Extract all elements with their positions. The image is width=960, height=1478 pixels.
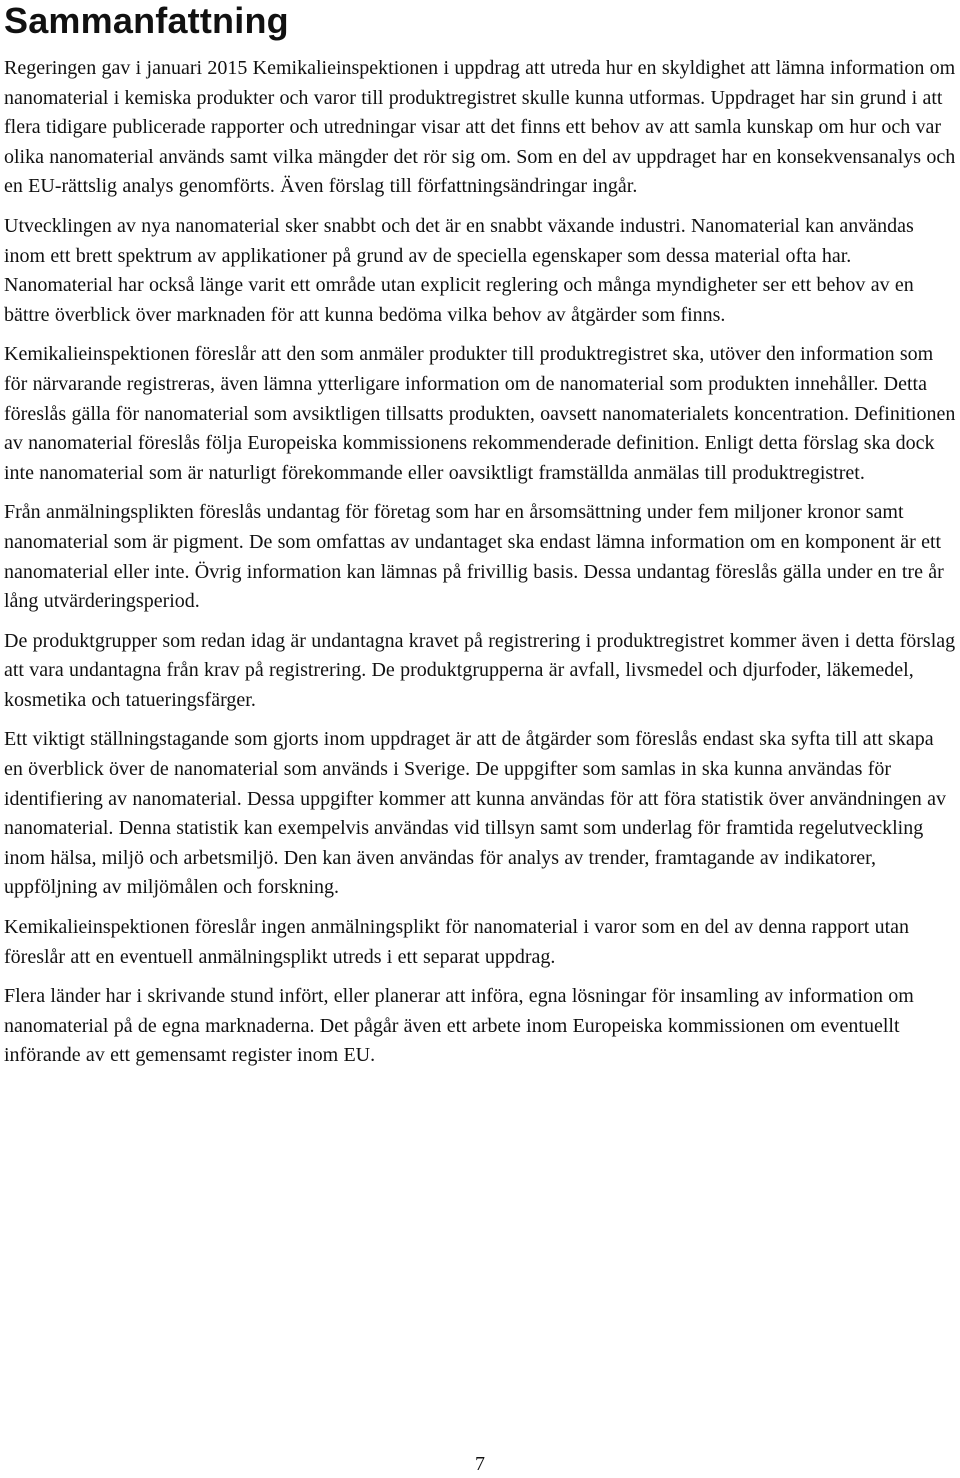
- paragraph-5: De produktgrupper som redan idag är undantagna kravet på registrering i produktregistret kommer även i detta förslag att vara undantagna från krav på registrering. De produktgrupperna är avfall, livsmedel och djurfoder, läkemedel, kosmetika och tatueringsfärger.: [4, 629, 956, 711]
- page-title: Sammanfattning: [4, 0, 289, 41]
- page-number: 7: [475, 1453, 485, 1475]
- body-text: [4, 54, 956, 1081]
- paragraph-2: Utvecklingen av nya nanomaterial sker snabbt och det är en snabbt växande industri. Nanomaterial kan användas inom ett brett spektrum av applikationer på grund av de speciella egenskaper som dessa material ofta har. Nanomaterial har också länge varit ett område utan explicit reglering och många myndigheter ser ett behov av en bättre överblick över marknaden för att kunna bedöma vilka behov av åtgärder som finns.: [4, 214, 914, 326]
- paragraph-8: Flera länder har i skrivande stund infört, eller planerar att införa, egna lösningar för insamling av information om nanomaterial på de egna marknaderna. Det pågår även ett arbete inom Europeiska kommissionen om eventuellt införande av ett gemensamt register inom EU.: [4, 985, 914, 1067]
- paragraph-6: Ett viktigt ställningstagande som gjorts inom uppdraget är att de åtgärder som föreslås endast ska syfta till att skapa en överblick över de nanomaterial som används i Sverige. De uppgifter som samlas in ska kunna användas för identifiering av nanomaterial. Dessa uppgifter kommer att kunna användas för att föra statistik över användningen av nanomaterial. Denna statistik kan exempelvis användas vid tillsyn samt som underlag för framtida regelutveckling inom hälsa, miljö och arbetsmiljö. Den kan även användas för analys av trender, framtagande av indikatorer, uppföljning av miljömålen och forskning.: [4, 728, 946, 899]
- paragraph-1: Regeringen gav i januari 2015 Kemikalieinspektionen i uppdrag att utreda hur en skyldighet att lämna information om nanomaterial i kemiska produkter och varor till produktregistret skulle kunna utformas. Uppdraget har sin grund i att flera tidigare publicerade rapporter och utredningar visar att det finns ett behov av att samla kunskap om hur och var olika nanomaterial används samt vilka mängder det rör sig om. Som en del av uppdraget har en konsekvensanalys och en EU-rättslig analys genomförts. Även förslag till författningsändringar ingår.: [4, 57, 956, 198]
- paragraph-4: Från anmälningsplikten föreslås undantag för företag som har en årsomsättning under fem miljoner kronor samt nanomaterial som är pigment. De som omfattas av undantaget ska endast lämna information om en komponent är ett nanomaterial eller inte. Övrig information kan lämnas på frivillig basis. Dessa undantag föreslås gälla under en tre år lång utvärderingsperiod.: [4, 501, 944, 613]
- paragraph-3: Kemikalieinspektionen föreslår att den som anmäler produkter till produktregistret ska, utöver den information som för närvarande registreras, även lämna ytterligare information om de nanomaterial som produkten innehåller. Detta föreslås gälla för nanomaterial som avsiktligen tillsatts produkten, oavsett nanomaterialets koncentration. Definitionen av nanomaterial föreslås följa Europeiska kommissionens rekommenderade definition. Enligt detta förslag ska dock inte nanomaterial som är naturligt förekommande eller oavsiktligt framställda anmälas till produktregistret.: [4, 343, 956, 484]
- paragraph-7: Kemikalieinspektionen föreslår ingen anmälningsplikt för nanomaterial i varor som en del av denna rapport utan föreslår att en eventuell anmälningsplikt utreds i ett separat uppdrag.: [4, 916, 910, 968]
